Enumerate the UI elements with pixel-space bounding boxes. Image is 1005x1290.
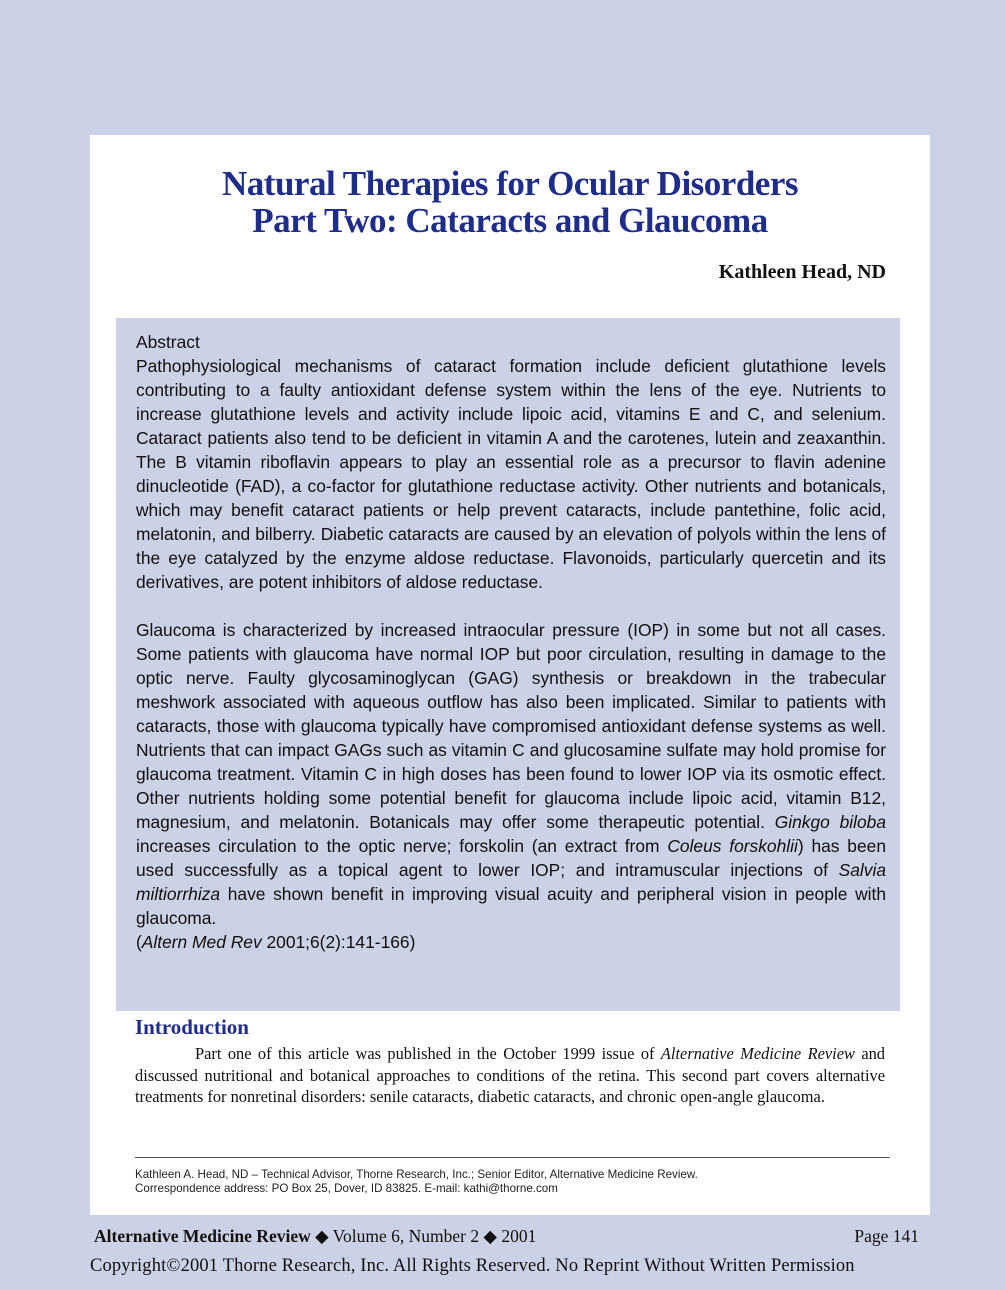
- footer-year: 2001: [501, 1226, 537, 1246]
- intro-text-a: Part one of this article was published in the October 1999 issue of: [195, 1044, 661, 1063]
- abstract-citation: [136, 930, 886, 954]
- title-line-2: Part Two: Cataracts and Glaucoma: [252, 201, 768, 240]
- abstract-p2-text-a: Glaucoma is characterized by increased intraocular pressure (IOP) in some but not all cases. Some patients with glaucoma have normal IOP but poor circulation, resulting in damage to the optic nerve. Faulty glycosaminoglycan (GAG) synthesis or breakdown in the trabecular meshwork associated with aqueous outflow has also been implicated. Similar to patients with cataracts, those with glaucoma typically have compromised antioxidant defense systems as well. Nutrients that can impact GAGs such as vitamin C and glucosamine sulfate may hold promise for glaucoma treatment. Vitamin C in high doses has been found to lower IOP via its osmotic effect. Other nutrients holding some potential benefit for glaucoma include lipoic acid, vitamin B12, magnesium, and melatonin. Botanicals may offer some therapeutic potential.: [136, 620, 886, 832]
- abstract-heading: Abstract: [136, 332, 200, 352]
- footnote-line-2: Correspondence address: PO Box 25, Dover, ID 83825. E-mail: kathi@thorne.com: [135, 1181, 558, 1195]
- article-title: [90, 165, 930, 239]
- footnote-divider: [135, 1157, 890, 1158]
- intro-journal-name: Alternative Medicine Review: [660, 1044, 855, 1063]
- abstract-p2-text-d: have shown benefit in improving visual acuity and peripheral vision in people with glaucoma.: [136, 884, 886, 928]
- footer-journal-name: Alternative Medicine Review: [94, 1226, 311, 1246]
- abstract-paragraph-2: [136, 618, 886, 930]
- diamond-icon: ◆: [315, 1226, 329, 1246]
- page-footer: [94, 1226, 919, 1252]
- article-page: [90, 135, 930, 1215]
- intro-text-b: and discussed nutritional and botanical approaches to conditions of the retina. This second part covers alternative treatments for nonretinal disorders: senile cataracts, diabetic cataracts, and chronic open-angle glaucoma.: [135, 1044, 885, 1106]
- citation-journal: Altern Med Rev: [141, 932, 262, 952]
- abstract-box: [116, 318, 900, 1011]
- abstract-paragraph-1: Pathophysiological mechanisms of cataract formation include deficient glutathione levels contributing to a faulty antioxidant defense system within the lens of the eye. Nutrients to increase glutathione levels and activity include lipoic acid, vitamins E and C, and selenium. Cataract patients also tend to be deficient in vitamin A and the carotenes, lutein and zeaxanthin. The B vitamin riboflavin appears to play an essential role as a precursor to flavin adenine dinucleotide (FAD), a co-factor for glutathione reductase activity. Other nutrients and botanicals, which may benefit cataract patients or help prevent cataracts, include pantethine, folic acid, melatonin, and bilberry. Diabetic cataracts are caused by an elevation of polyols within the lens of the eye catalyzed by the enzyme aldose reductase. Flavonoids, particularly quercetin and its derivatives, are potent inhibitors of aldose reductase.: [136, 356, 886, 592]
- author-name: Kathleen Head, ND: [718, 261, 886, 283]
- ginkgo-biloba-term: Ginkgo biloba: [774, 812, 886, 832]
- footer-volume: Volume 6, Number 2: [332, 1226, 480, 1246]
- coleus-forskohlii-term: Coleus forskohlii: [667, 836, 798, 856]
- footnote-line-1: Kathleen A. Head, ND – Technical Advisor, Thorne Research, Inc.; Senior Editor, Alternative Medicine Review.: [135, 1168, 698, 1181]
- salvia-miltiorrhiza-term: Salvia miltiorrhiza: [136, 860, 886, 904]
- diamond-icon: ◆: [483, 1226, 497, 1246]
- author-footnote: [135, 1168, 895, 1195]
- footer-page-number: Page 141: [854, 1226, 919, 1246]
- copyright-notice: Copyright©2001 Thorne Research, Inc. All Rights Reserved. No Reprint Without Written Permission: [90, 1256, 855, 1276]
- citation-details: 2001;6(2):141-166): [261, 932, 416, 952]
- citation-open: (: [136, 932, 142, 952]
- introduction-paragraph: [135, 1043, 885, 1108]
- introduction-heading: Introduction: [135, 1015, 249, 1039]
- abstract-p2-text-b: increases circulation to the optic nerve; forskolin (an extract from: [136, 836, 668, 856]
- title-line-1: Natural Therapies for Ocular Disorders: [222, 164, 798, 203]
- abstract-p2-text-c: ) has been used successfully as a topical agent to lower IOP; and intramuscular injections of: [136, 836, 886, 880]
